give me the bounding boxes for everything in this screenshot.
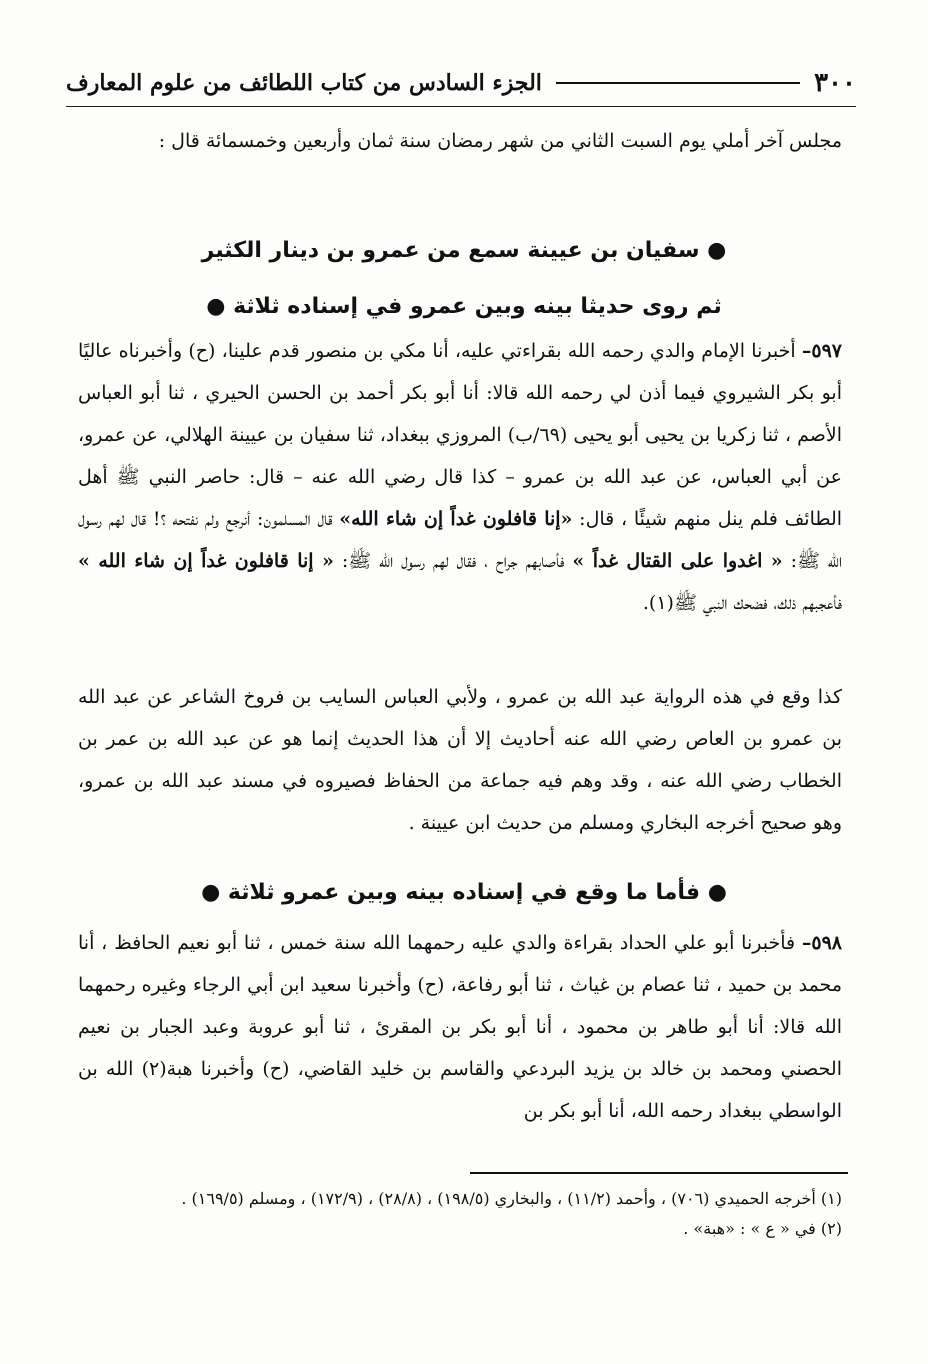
hadith-597 (78, 330, 842, 624)
commentary-paragraph: كذا وقع في هذه الرواية عبد الله بن عمرو ، ولأبي العباس السايب بن فروخ الشاعر عن عبد الله بن عمرو بن العاص رضي الله عنه أحاديث إلا أن هذا الحديث إنما هو عن عبد الله بن عمر بن الخطاب رضي الله عنه ، وقد وهم فيه جماعة من الحفاظ فصيروه في مسند عبد الله بن عمرو، وهو صحيح أخرجه البخاري ومسلم من حديث ابن عيينة . (78, 686, 842, 834)
section-heading-3: ● فأما ما وقع في إسناده بينه وبين عمرو ثلاثة ● (201, 880, 727, 905)
hadith-number: ٥٩٧– (801, 340, 842, 362)
hadith-text: قال المسلمون: أنرجع ولم نفتحه ؟! قال لهم رسول الله ﷺ: (78, 508, 843, 572)
hadith-text: فأصابهم جراح ، فقال لهم رسول الله ﷺ: (341, 550, 565, 572)
footnote-divider (470, 1172, 848, 1174)
footnote-1: (١) أخرجه الحميدي (٧٠٦) ، وأحمد (١١/٢) ، والبخاري (١٩٨/٥) ، (٢٨/٨) ، (١٧٢/٩) ، ومسلم (١٦٩/٥) . (181, 1189, 842, 1208)
hadith-quote: « إنا قافلون غداً إن شاء الله » (78, 550, 334, 572)
section-heading-2: ثم روى حديثا بينه وبين عمرو في إسناده ثلاثة ● (206, 294, 722, 319)
hadith-text: فأعجبهم ذلك، فضحك النبي ﷺ(١). (642, 592, 842, 614)
hadith-number: ٥٩٨– (801, 932, 842, 954)
footnote-2: (٢) في « ع » : «هبة» . (683, 1219, 842, 1238)
hadith-text: أخبرنا الإمام والدي رحمه الله بقراءتي عليه، أنا مكي بن منصور قدم علينا، (ح) وأخبرناه عاليًا أبو بكر الشيروي فيما أذن لي رحمه الله قالا: أنا أبو بكر أحمد بن الحسن الحيري ، ثنا أبو العباس الأصم ، ثنا زكريا بن يحيى أبو يحيى (٦٩/ب) المروزي ببغداد، ثنا سفيان بن عيينة الهلالي، عن عمرو، عن أبي العباس، عن عبد الله بن عمرو – كذا قال رضي الله عنه – قال: حاصر النبي ﷺ أهل الطائف فلم ينل منهم شيئًا ، قال: (78, 340, 843, 530)
header-divider (66, 106, 856, 107)
hadith-quote: « اغدوا على القتال غداً » (572, 550, 783, 572)
hadith-text: فأخبرنا أبو علي الحداد بقراءة والدي عليه رحمهما الله سنة خمس ، ثنا أبو نعيم الحافظ ، أنا محمد بن حميد ، ثنا عصام بن غياث ، ثنا أبو رفاعة، (ح) وأخبرنا سعيد ابن أبي الرجاء وغيره رحمهما الله قالا: أنا أبو طاهر بن محمود ، أنا أبو بكر بن المقرئ ، ثنا أبو عروبة وعبد الجبار بن نعيم الحصني ومحمد بن خالد بن يزيد البردعي والقاسم بن خليد القاضي، (ح) وأخبرنا هبة(٢) الله بن الواسطي ببغداد رحمه الله، أنا أبو بكر بن (78, 932, 842, 1122)
hadith-598 (78, 922, 842, 1132)
page-header (66, 60, 856, 106)
running-title: الجزء السادس من كتاب اللطائف من علوم المعارف (66, 70, 542, 96)
hadith-quote: «إنا قافلون غداً إن شاء الله» (339, 508, 573, 530)
page-number: ٣٠٠ (814, 68, 856, 98)
section-heading-1: ● سفيان بن عيينة سمع من عمرو بن دينار الكثير (201, 238, 727, 263)
session-intro: مجلس آخر أملي يوم السبت الثاني من شهر رمضان سنة ثمان وأربعين وخمسمائة قال : (158, 130, 842, 152)
header-rule (556, 82, 800, 84)
footnotes (78, 1184, 842, 1244)
